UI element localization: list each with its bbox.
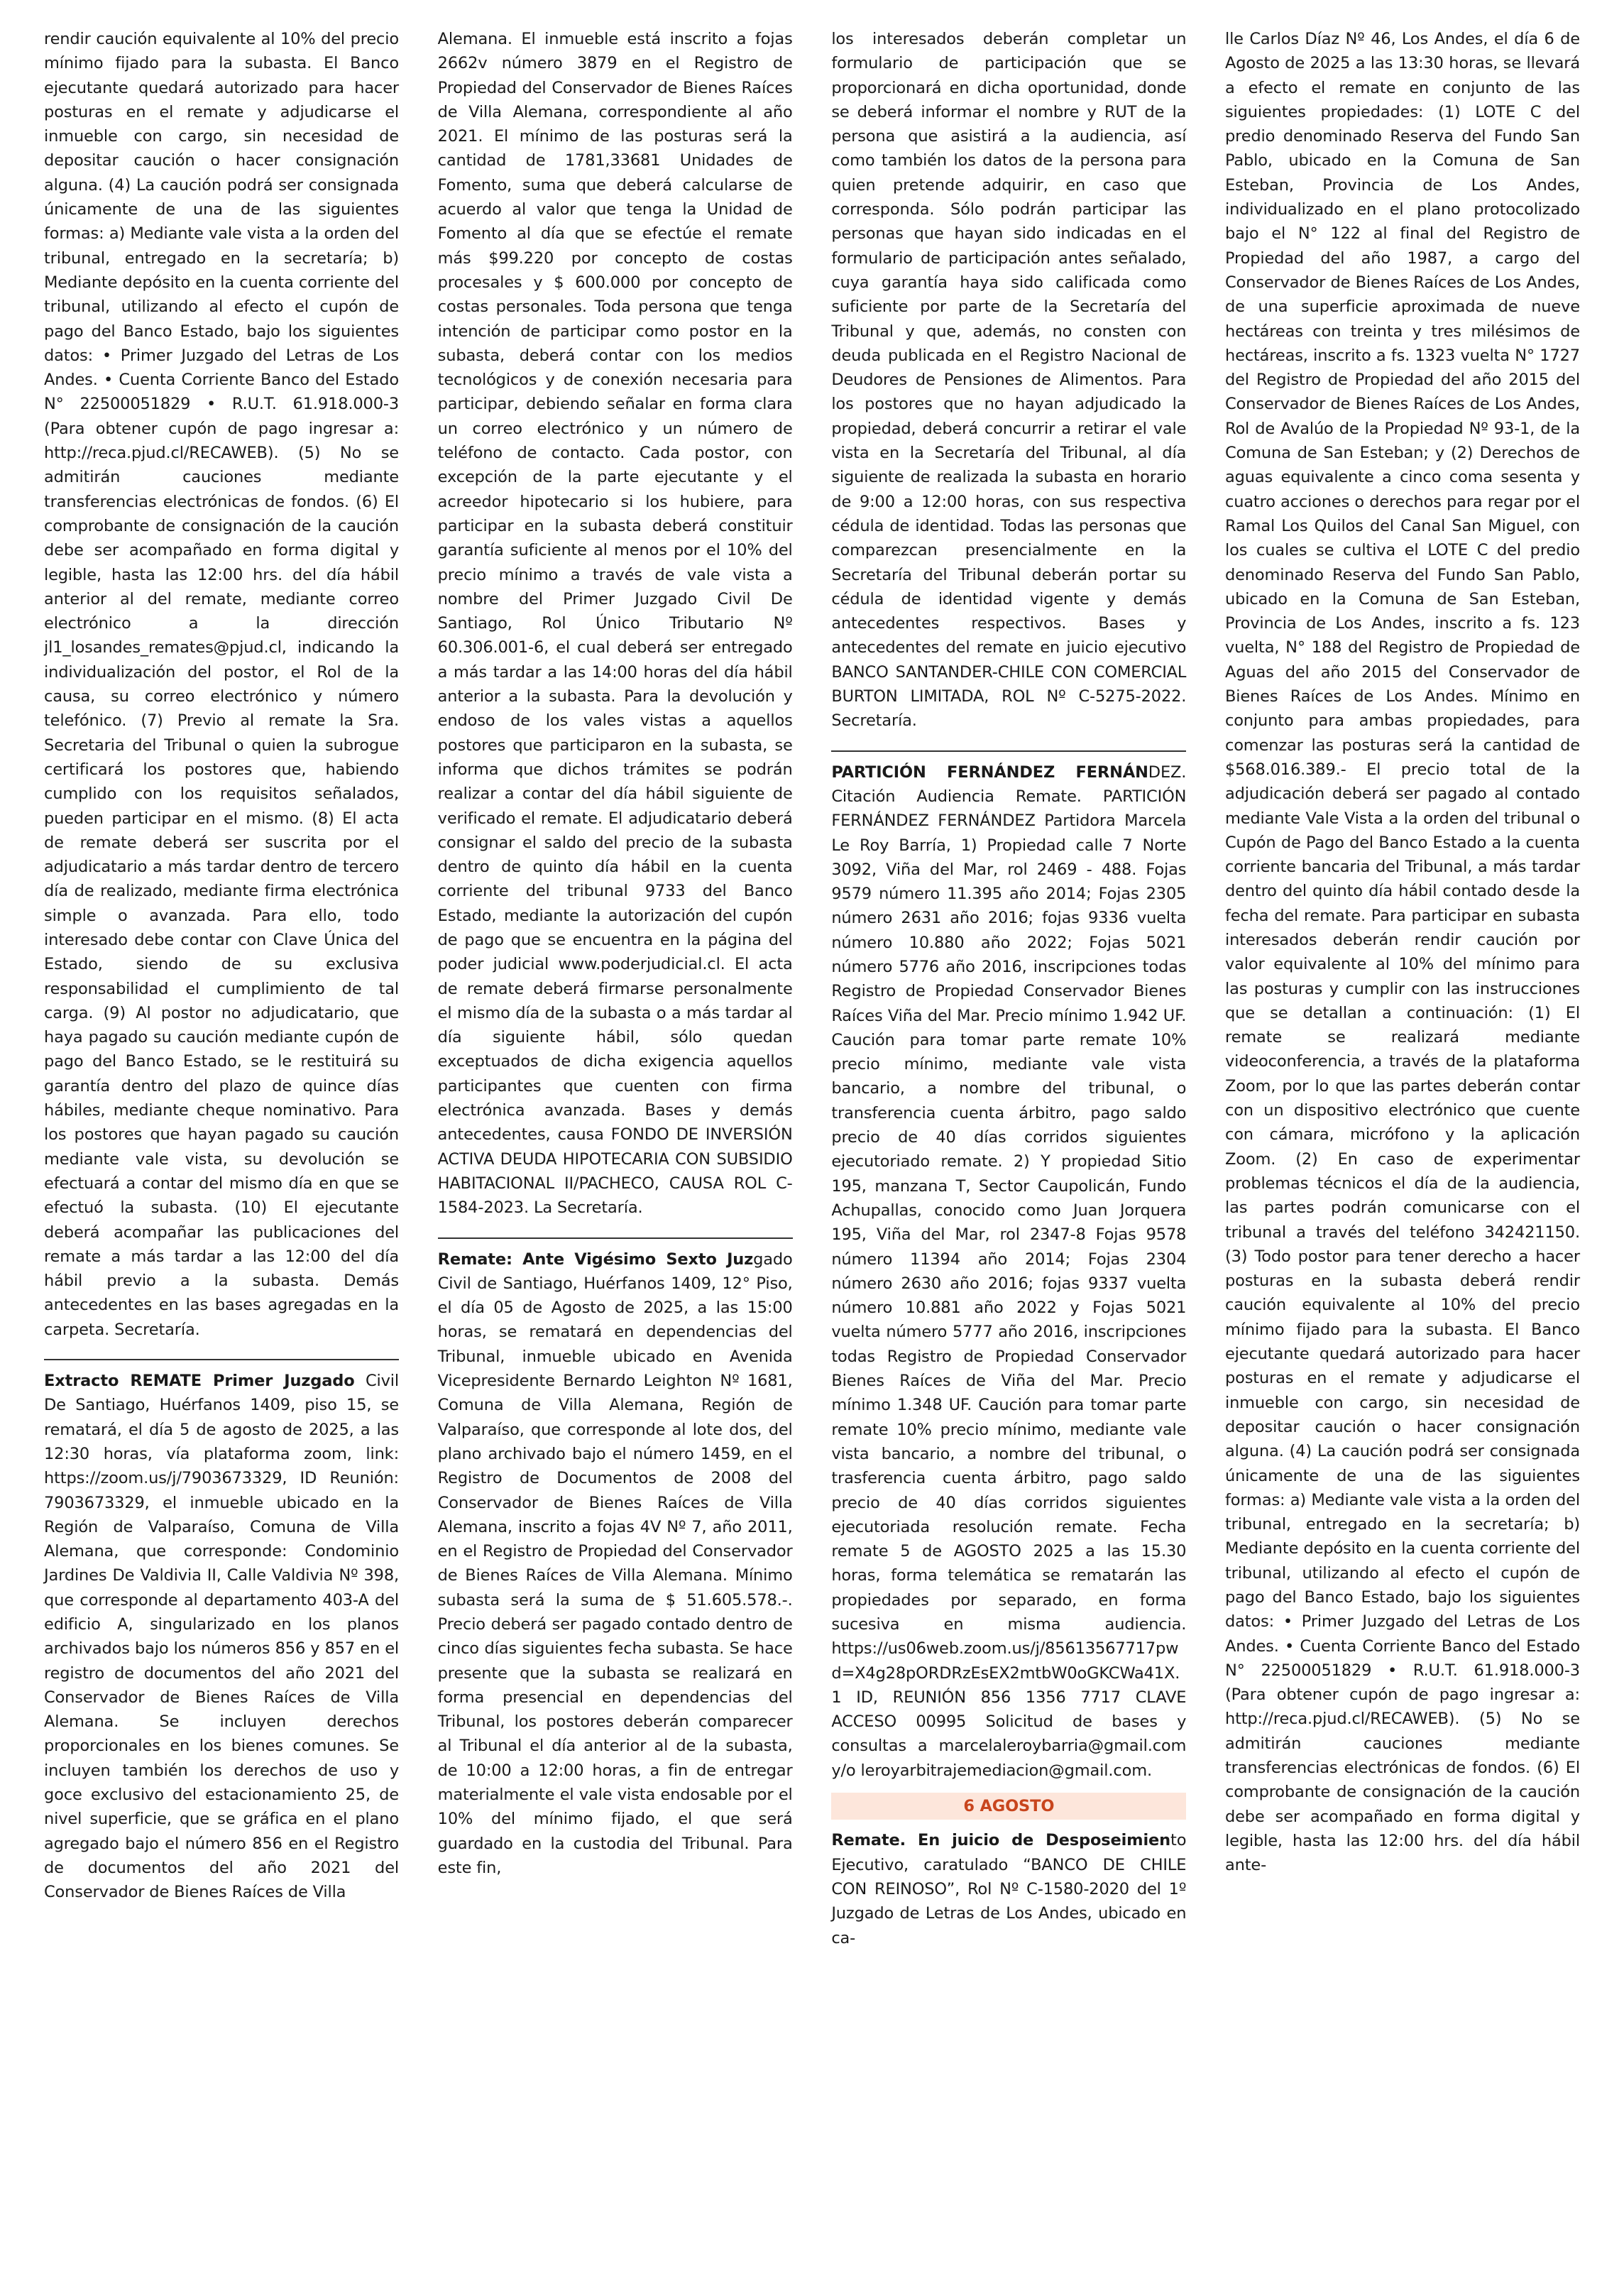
notice-divider (44, 1359, 399, 1360)
notice-body: Civil De Santiago, Huérfanos 1409, piso 15, se rematará, el día 5 de agosto de 2025, a las 12:30 horas, vía plataforma zoom, link: https://zoom.us/j/7903673329, ID Reunión: 7903673329, el inmueble ubicado en la Región de Valparaíso, Comuna de Villa Alemana, que corresponde: Condominio Jardines De Valdivia II, Calle Valdivia Nº 398, que corresponde al departamento 403-A del edificio A, singularizado en los planos archivados bajo los números 856 y 857 en el registro de documentos del año 2021 del Conservador de Bienes Raíces de Villa Alemana. Se incluyen derechos proporcionales en los bienes comunes. Se incluyen también los derechos de uso y goce exclusivo del estacionamiento 25, de nivel superficie, que se gráfica en el plano agregado bajo el número 856 en el Registro de documentos del año 2021 del Conservador de Bienes Raíces de Villa (44, 1372, 399, 1902)
notice-particion-fernandez (831, 760, 1186, 1783)
notice-continuation (1225, 27, 1580, 1878)
notice-heading: Remate. En juicio de Desposeimien (831, 1831, 1171, 1850)
notice-remate-primer-juzgado (44, 1369, 399, 1905)
notice-body: to Ejecutivo, caratulado “BANCO DE CHILE CON REINOSO”, Rol Nº C-1580-2020 del 1º Juzgado de Letras de Los Andes, ubicado en ca- (831, 1831, 1187, 1947)
notice-divider (438, 1237, 793, 1239)
notice-continuation (831, 27, 1186, 733)
notice-body: rendir caución equivalente al 10% del precio mínimo fijado para la subasta. El Banco ejecutante quedará autorizado para hacer posturas en el remate y adjudicarse el inmueble con cargo, sin necesidad de depositar caución o hacer consignación alguna. (4) La caución podrá ser consignada únicamente de una de las siguientes formas: a) Mediante vale vista a la orden del tribunal, entregado en la secretaría; b) Mediante depósito en la cuenta corriente del tribunal, utilizando al efecto el cupón de pago del Banco Estado, bajo los siguientes datos: • Primer Juzgado del Letras de Los Andes. • Cuenta Corriente Banco del Estado N° 22500051829 • R.U.T. 61.918.000-3 (Para obtener cupón de pago ingresar a: http://reca.pjud.cl/RECAWEB). (5) No se admitirán cauciones mediante transferencias electrónicas de fondos. (6) El comprobante de consignación de la caución debe ser acompañado en forma digital y legible, hasta las 12:00 hrs. del día hábil anterior al del remate, mediante correo electrónico a la dirección jl1_losandes_remates@pjud.cl, indicando la individualización del postor, el Rol de la causa, su correo electrónico y número telefónico. (7) Previo al remate la Sra. Secretaria del Tribunal o quien la subrogue certificará los postores que, habiendo cumplido con los requisitos señalados, pueden participar en el mismo. (8) El acta de remate deberá ser suscrita por el adjudicatario a más tardar dentro de tercero día de realizado, mediante firma electrónica simple o avanzada. Para ello, todo interesado debe contar con Clave Única del Estado, siendo de su exclusiva responsabilidad el cumplimiento de tal carga. (9) Al postor no adjudicatario, que haya pagado su caución mediante cupón de pago del Banco Estado, se le restituirá su garantía dentro del plazo de quince días hábiles, mediante cheque nominativo. Para los postores que hayan pagado su caución mediante vale vista, su devolución se efectuará a contar del mismo día en que se efectuó la subasta. (10) El ejecutante deberá acompañar las publicaciones del remate a más tardar a las 12:00 del día hábil previo a la subasta. Demás antecedentes en las bases agregadas en la carpeta. Secretaría. (44, 30, 399, 1339)
notice-body: gado Civil de Santiago, Huérfanos 1409, 12° Piso, el día 05 de Agosto de 2025, a las 15:00 horas, se rematará en dependencias del Tribunal, inmueble ubicado en Avenida Vicepresidente Bernardo Leighton Nº 1681, Comuna de Villa Alemana, Región de Valparaíso, que corresponde al lote dos, del plano archivado bajo el número 1459, en el Registro de Documentos de 2008 del Conservador de Bienes Raíces de Villa Alemana, inscrito a fojas 4V Nº 7, año 2011, en el Registro de Propiedad del Conservador de Bienes Raíces de Villa Alemana. Mínimo subasta será la suma de $ 51.605.578.-. Precio deberá ser pagado contado dentro de cinco días siguientes fecha subasta. Se hace presente que la subasta se realizará en forma presencial en dependencias del Tribunal, los postores deberán comparecer al Tribunal el día anterior al de la subasta, de 10:00 a 12:00 horas, a fin de entregar materialmente el vale vista endosable por el 10% del mínimo fijado, el que será guardado en la custodia del Tribunal. Para este fin, (437, 1250, 793, 1877)
notice-continuation (438, 27, 793, 1220)
notice-body: lle Carlos Díaz Nº 46, Los Andes, el día 6 de Agosto de 2025 a las 13:30 horas, se llevará a efecto el remate en conjunto de las siguientes propiedades: (1) LOTE C del predio denominado Reserva del Fundo San Pablo, ubicado en la Comuna de San Esteban, Provincia de Los Andes, individualizado en el plano protocolizado bajo el N° 122 al final del Registro de Propiedad del año 1987, a cargo del Conservador de Bienes Raíces de Los Andes, de una superficie aproximada de nueve hectáreas con treinta y tres milésimos de hectáreas, inscrito a fs. 1323 vuelta N° 1727 del Registro de Propiedad del año 2015 del Conservador de Bienes Raíces de Los Andes, Rol de Avalúo de la Propiedad Nº 93-1, de la Comuna de San Esteban; y (2) Derechos de aguas equivalente a cinco coma sesenta y cuatro acciones o derechos para regar por el Ramal Los Quilos del Canal San Miguel, con los cuales se cultiva el LOTE C del predio denominado Reserva del Fundo San Pablo, ubicado en la Comuna de San Esteban, Provincia de Los Andes, inscrito a fs. 123 vuelta, N° 188 del Registro de Propiedad de Aguas del año 2015 del Conservador de Bienes Raíces de Los Andes. Mínimo en conjunto para ambas propiedades, para comenzar las posturas será la cantidad de $568.016.389.- El precio total de la adjudicación deberá ser pagado al contado mediante Vale Vista a la orden del tribunal o Cupón de Pago del Banco Estado a la cuenta corriente bancaria del Tribunal, a más tardar dentro del quinto día hábil contado desde la fecha del remate. Para participar en subasta interesados deberán rendir caución por valor equivalente al 10% del mínimo para las posturas y cumplir con las instrucciones que se detallan a continuación: (1) El remate se realizará mediante videoconferencia, a través de la plataforma Zoom, por lo que las partes deberán contar con un dispositivo electrónico que cuente con cámara, micrófono y la aplicación Zoom. (2) En caso de experimentar problemas técnicos el día de la audiencia, las partes podrán comunicarse con el tribunal a través del teléfono 342421150. (3) Todo postor para tener derecho a hacer posturas en la subasta deberá rendir caución equivalente al 10% del precio mínimo fijado para la subasta. El Banco ejecutante quedará autorizado para hacer posturas en el remate y adjudicarse el inmueble con cargo, sin necesidad de depositar caución o hacer consignación alguna. (4) La caución podrá ser consignada únicamente de una de las siguientes formas: a) Mediante vale vista a la orden del tribunal, entregado en la secretaría; b) Mediante depósito en la cuenta corriente del tribunal, utilizando al efecto el cupón de pago del Banco Estado, bajo los siguientes datos: • Primer Juzgado del Letras de Los Andes. • Cuenta Corriente Banco del Estado N° 22500051829 • R.U.T. 61.918.000-3 (Para obtener cupón de pago ingresar a: http://reca.pjud.cl/RECAWEB). (5) No se admitirán cauciones mediante transferencias electrónicas de fondos. (6) El comprobante de consignación de la caución debe ser acompañado en forma digital y legible, hasta las 12:00 hrs. del día hábil ante- (1224, 30, 1580, 1875)
section-date-header: 6 AGOSTO (831, 1793, 1186, 1820)
notice-heading: Remate: Ante Vigésimo Sexto Juz (437, 1250, 754, 1269)
notice-body: los interesados deberán completar un formulario de participación que se proporcionará en dicha oportunidad, donde se deberá informar el nombre y RUT de la persona que asistirá a la audiencia, así como también los datos de la persona para quien pretende adquirir, en caso que corresponda. Sólo podrán participar las personas que hayan sido indicadas en el formulario de participación antes señalado, cuya garantía haya sido calificada como suficiente por parte de la Secretaría del Tribunal y que, además, no consten con deuda publicada en el Registro Nacional de Deudores de Pensiones de Alimentos. Para los postores que no hayan adjudicado la propiedad, deberá concurrir a retirar el vale vista en la Secretaría del Tribunal, al día siguiente de realizada la subasta en horario de 9:00 a 12:00 horas, con sus respectiva cédula de identidad. Todas las personas que comparezcan presencialmente en la Secretaría del Tribunal deberán portar su cédula de identidad vigente y demás antecedentes respectivos. Bases y antecedentes del remate en juicio ejecutivo BANCO SANTANDER-CHILE CON COMERCIAL BURTON LIMITADA, ROL Nº C-5275-2022. Secretaría. (831, 30, 1187, 731)
notice-continuation (44, 27, 399, 1342)
notice-remate-desposeimiento (831, 1828, 1186, 1950)
notice-column-4 (1225, 27, 1580, 2279)
notice-column-3 (831, 27, 1186, 2279)
notice-body: DEZ. Citación Audiencia Remate. PARTICIÓN FERNÁNDEZ FERNÁNDEZ Partidora Marcela Le Roy Barría, 1) Propiedad calle 7 Norte 3092, Viña del Mar, rol 2469 - 488. Fojas 9579 número 11.395 año 2014; Fojas 2305 número 2631 año 2016; fojas 9336 vuelta número 10.880 año 2022; Fojas 5021 número 5776 año 2016, inscripciones todas Registro de Propiedad Conservador Bienes Raíces Viña del Mar. Precio mínimo 1.942 UF. Caución para tomar parte remate 10% precio mínimo, mediante vale vista bancario, a nombre del tribunal, o transferencia cuenta árbitro, pago saldo precio de 40 días corridos siguientes ejecutoriado remate. 2) Y propiedad Sitio 195, manzana T, Sector Caupolicán, Fundo Achupallas, conocido como Juan Jorquera 195, Viña del Mar, rol 2347-8 Fojas 9578 número 11394 año 2014; Fojas 2304 número 2630 año 2016; fojas 9337 vuelta número 10.881 año 2022 y Fojas 5021 vuelta número 5777 año 2016, inscripciones todas Registro de Propiedad Conservador Bienes Raíces de Viña del Mar. Precio mínimo 1.348 UF. Caución para tomar parte remate 10% precio mínimo, mediante vale vista bancario, a nombre del tribunal, o trasferencia cuenta árbitro, pago saldo precio de 40 días corridos siguientes ejecutoriada resolución remate. Fecha remate 5 de AGOSTO 2025 a las 15.30 horas, forma telemática se rematarán las propiedades por separado, en forma sucesiva en misma audiencia. https://us06web.zoom.us/j/85613567717pwd=X4g28pORDRzEsEX2mtbW0oGKCWa41X.1 ID, REUNIÓN 856 1356 7717 CLAVE ACCESO 00995 Solicitud de bases y consultas a marcelaleroybarria@gmail.com y/o leroyarbitrajemediacion@gmail.com. (831, 763, 1187, 1780)
notice-heading: Extracto REMATE Primer Juzgado (44, 1372, 355, 1391)
notice-heading: PARTICIÓN FERNÁNDEZ FERNÁN (831, 763, 1148, 782)
notice-remate-vigesimo-sexto (438, 1247, 793, 1881)
notice-column-2 (438, 27, 793, 2279)
notice-body: Alemana. El inmueble está inscrito a fojas 2662v número 3879 en el Registro de Propiedad del Conservador de Bienes Raíces de Villa Alemana, correspondiente al año 2021. El mínimo de las posturas será la cantidad de 1781,33681 Unidades de Fomento, suma que deberá calcularse de acuerdo al valor que tenga la Unidad de Fomento al día que se efectúe el remate más $99.220 por concepto de costas procesales y $ 600.000 por concepto de costas personales. Toda persona que tenga intención de participar como postor en la subasta, deberá contar con los medios tecnológicos y de conexión necesaria para participar, debiendo señalar en forma clara un correo electrónico y un número de teléfono de contacto. Cada postor, con excepción de la parte ejecutante y el acreedor hipotecario si los hubiere, para participar en la subasta deberá constituir garantía suficiente al menos por el 10% del precio mínimo a través de vale vista a nombre del Primer Juzgado Civil De Santiago, Rol Único Tributario Nº 60.306.001-6, el cual deberá ser entregado a más tardar a las 14:00 horas del día hábil anterior a la subasta. Para la devolución y endoso de los vales vistas a aquellos postores que participaron en la subasta, se informa que dichos trámites se podrán realizar a contar del día hábil siguiente de verificado el remate. El adjudicatario deberá consignar el saldo del precio de la subasta dentro de quinto día hábil en la cuenta corriente del tribunal 9733 del Banco Estado, mediante la autorización del cupón de pago que se encuentra en la página del poder judicial www.poderjudicial.cl. El acta de remate deberá firmarse personalmente el mismo día de la subasta o a más tardar al día siguiente hábil, sólo quedan exceptuados de dicha exigencia aquellos participantes que cuenten con firma electrónica avanzada. Bases y demás antecedentes, causa FONDO DE INVERSIÓN ACTIVA DEUDA HIPOTECARIA CON SUBSIDIO HABITACIONAL II/PACHECO, CAUSA ROL C-1584-2023. La Secretaría. (437, 30, 793, 1218)
notice-divider (831, 750, 1186, 752)
notice-column-1 (44, 27, 399, 2279)
